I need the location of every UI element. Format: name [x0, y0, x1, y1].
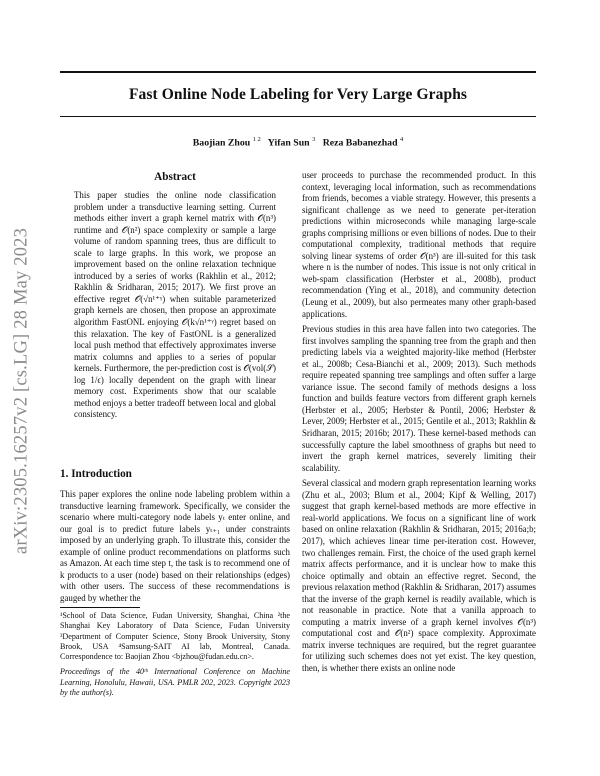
title-rule-bottom	[60, 116, 536, 117]
author-list	[60, 136, 536, 148]
footnote-rule	[60, 607, 140, 608]
paper-title: Fast Online Node Labeling for Very Large Graphs	[128, 86, 468, 103]
author-name: Reza Babanezhad	[322, 137, 398, 149]
paragraph: Several classical and modern graph representation learning works (Zhu et al., 2003; Blum et al., 2004; Kipf & Welling, 2017) suggest that graph kernel-based methods are more effective in real-world applications. We focus on a significant line of work based on online relaxation (Rakhlin & Sridharan, 2015; 2016a;b; 2017), which achieves linear time per-iteration cost. However, two challenges remain. First, the choice of the used graph kernel matrix affects performance, and it is unclear how to make this choice optimally and obtain an effective regret. Second, the previous relaxation method (Rakhlin & Sridharan, 2017) assumes that the inverse of the graph kernel is readily available, which is not reasonable in practice. Note that a vanilla approach to computing a matrix inverse of a graph kernel involves 𝒪(n³) computational cost and 𝒪(n²) space complexity. Approximate matrix inverse techniques are required, but the regret guarantee for utilizing such schemes does not yet exist. The key question, then, is whether there exists an online node	[302, 478, 536, 673]
paragraph: Previous studies in this area have fallen into two categories. The first involves sampling the spanning tree from the graph and then predicting labels via a weighted majority-like method (Herbster et al., 2008b; Cesa-Bianchi et al., 2009; 2013). Such methods require repeated spanning tree samplings and often suffer a large variance issue. The second family of methods designs a loss function and builds feature vectors from different graph kernels (Herbster et al., 2005; Herbster & Pontil, 2006; Herbster & Lever, 2009; Herbster et al., 2015; Gentile et al., 2013; Rakhlin & Sridharan, 2015; 2016b; 2017). These kernel-based methods can successfully capture the label smoothness of graphs but need to invert the graph kernel matrices, severely limiting their scalability.	[302, 324, 536, 473]
introduction-body	[60, 489, 290, 608]
title-rule-top	[60, 71, 536, 73]
author-name: Baojian Zhou	[192, 137, 251, 149]
arxiv-stamp	[8, 186, 36, 596]
author-affiliation: 3	[312, 136, 316, 143]
footnote-proceedings: Proceedings of the 40ᵗʰ International Conference on Machine Learning, Honolulu, Hawaii, USA. PMLR 202, 2023. Copyright 2023 by the author(s).	[60, 667, 290, 698]
right-column	[302, 170, 536, 679]
author-affiliation: 1 2	[252, 136, 261, 143]
footnote-affiliations: ¹School of Data Science, Fudan University, Shanghai, China ²the Shanghai Key Laboratory of Data Science, Fudan University ³Department of Computer Science, Stony Brook University, Stony Brook, USA ⁴Samsung-SAIT AI lab, Montreal, Canada. Correspondence to: Baojian Zhou <bjzhou@fudan.edu.cn>.	[60, 611, 290, 662]
abstract-text: This paper studies the online node classification problem under a transductive learning setting. Current methods either invert a graph kernel matrix with 𝒪(n³) runtime and 𝒪(n²) space complexity or sample a large volume of random spanning trees, thus are difficult to scale to large graphs. In this work, we propose an improvement based on the online relaxation technique introduced by a series of works (Rakhlin et al., 2012; Rakhlin & Sridharan, 2015; 2017). We first prove an effective regret 𝒪(√n¹⁺ᵞ) when suitable parameterized graph kernels are chosen, then propose an approximate algorithm FastONL enjoying 𝒪(k√n¹⁺ᵞ) regret based on this relaxation. The key of FastONL is a generalized local push method that effectively approximates inverse matrix columns and applies to a series of popular kernels. Furthermore, the per-prediction cost is 𝒪(vol(𝒮) log 1/ϵ) locally dependent on the graph with linear memory cost. Experiments show that our scalable method enjoys a better tradeoff between local and global consistency.	[74, 190, 276, 420]
arxiv-stamp-text: arXiv:2305.16257v2 [cs.LG] 28 May 2023	[11, 227, 32, 555]
author-affiliation: 4	[399, 136, 404, 143]
paragraph: user proceeds to purchase the recommended product. In this context, leveraging local information, such as recommendations from friends, becomes a viable strategy. However, this presents a significant challenge as we need to generate per-iteration predictions within microseconds while managing large-scale graphs comprising millions or even billions of nodes. Due to their computational complexity, traditional methods that require solving linear systems of order 𝒪(n³) are ill-suited for this task where n is the number of nodes. This issue is not only critical in web-spam classification (Herbster et al., 2008b), product recommendation (Ying et al., 2018), and community detection (Leung et al., 2009), but also permeates many other graph-based applications.	[302, 170, 536, 319]
abstract-body	[74, 190, 276, 425]
introduction-text: This paper explores the online node labeling problem within a transductive learning framework. Specifically, we consider the scenario where multi-category node labels yₜ enter online, and our goal is to predict future labels yₜ₊₁ under constraints imposed by an underlying graph. To illustrate this, consider the example of online product recommendations on platforms such as Amazon. At each time step t, the task is to recommend one of k products to a user (node) based on their relationships (edges) with other users. The success of these recommendations is gauged by whether the	[60, 489, 290, 603]
introduction-heading: 1. Introduction	[60, 468, 132, 480]
abstract-heading: Abstract	[154, 171, 196, 183]
footnotes	[60, 611, 290, 703]
author-name: Yifan Sun	[267, 137, 310, 149]
